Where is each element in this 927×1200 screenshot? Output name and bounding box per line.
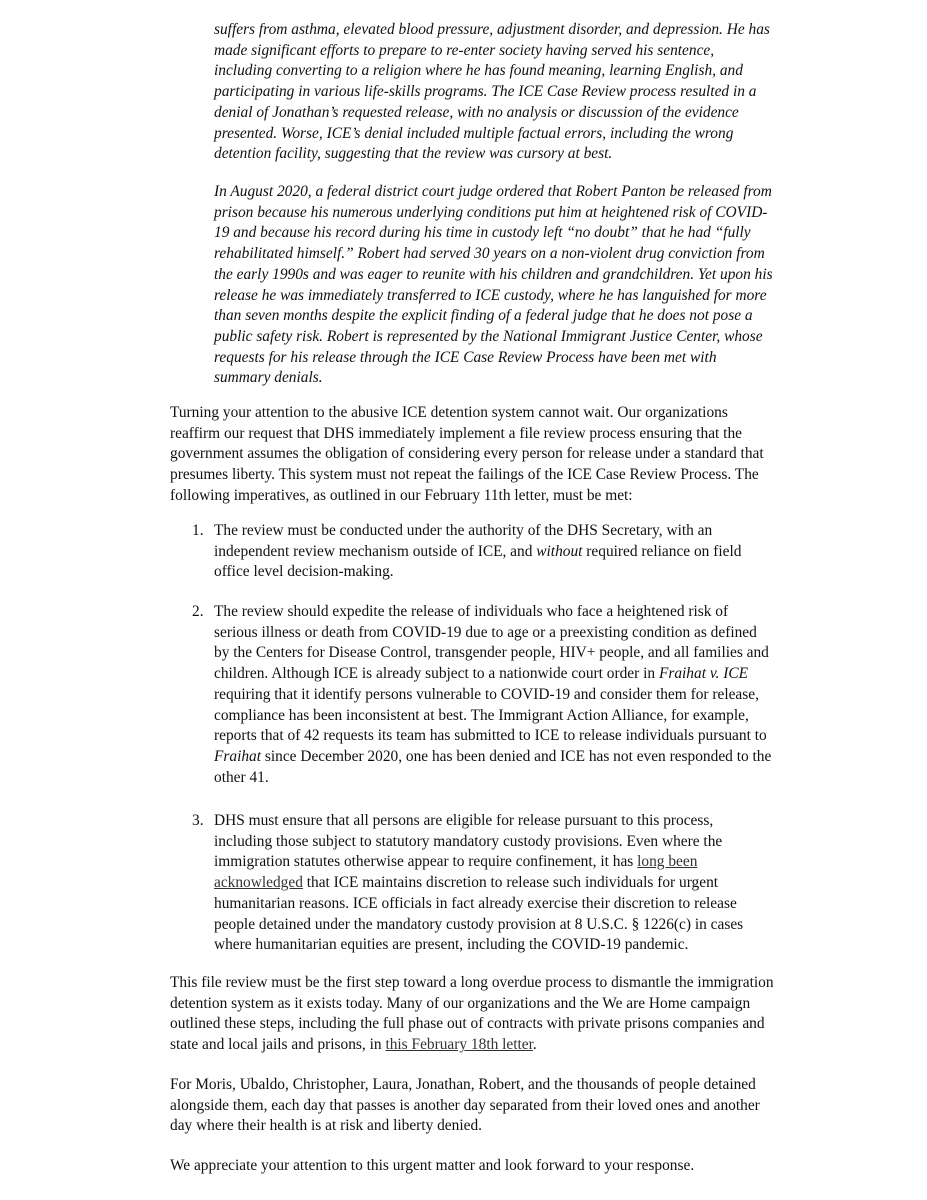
paragraph-names: For Moris, Ubaldo, Christopher, Laura, Jonathan, Robert, and the thousands of people detained alongside them, each day that passes is another day separated from their loved ones and another day where their health is at risk and liberty denied. (170, 1076, 760, 1135)
block-quote-robert: In August 2020, a federal district court judge ordered that Robert Panton be released from prison because his numerous underlying conditions put him at heightened risk of COVID-19 and because his record during his time in custody left “no doubt” that he had “fully rehabilitated himself.” Robert had served 30 years on a non-violent drug conviction from the early 1990s and was eager to reunite with his children and grandchildren. Yet upon his release he was immediately transferred to ICE custody, where he has languished for more than seven months despite the explicit finding of a federal judge that he does not pose a public safety risk. Robert is represented by the National Immigrant Justice Center, whose requests for his release through the ICE Case Review Process have been met with summary denials. (214, 183, 773, 387)
list-number: 3. (192, 812, 204, 829)
long-been-acknowledged-link[interactable]: long been acknowledged (214, 853, 698, 892)
paragraph-file-review: This file review must be the first step toward a long overdue process to dismantle the immigration detention system as it exists today. Many of our organizations and the We are Home campaign outlined these steps, including the full phase out of contracts with private prisons companies and state and local jails and prisons, in this February 18th letter. (170, 974, 774, 1054)
block-quote-jonathan: suffers from asthma, elevated blood pressure, adjustment disorder, and depression. He has made significant efforts to prepare to re-enter society having served his sentence, including converting to a religion where he has found meaning, learning English, and participating in various life-skills programs. The ICE Case Review process resulted in a denial of Jonathan’s requested release, with no analysis or discussion of the evidence presented. Worse, ICE’s denial included multiple factual errors, including the wrong detention facility, suggesting that the review was cursory at best. (214, 21, 770, 163)
paragraph-turning-attention: Turning your attention to the abusive ICE detention system cannot wait. Our organizations reaffirm our request that DHS immediately implement a file review process ensuring that the government assumes the obligation of considering every person for release under a standard that presumes liberty. This system must not repeat the failings of the ICE Case Review Process. The following imperatives, as outlined in our February 11th letter, must be met: (170, 404, 764, 504)
list-text: The review should expedite the release of individuals who face a heightened risk of serious illness or death from COVID-19 due to age or a preexisting condition as defined by the Centers for Disease Control, transgender people, HIV+ people, and all families and children. Although ICE is already subject to a nationwide court order in Fraihat v. ICE requiring that it identify persons vulnerable to COVID-19 and consider them for release, compliance has been inconsistent at best. The Immigrant Action Alliance, for example, reports that of 42 requests its team has submitted to ICE to release individuals pursuant to Fraihat since December 2020, one has been denied and ICE has not even responded to the other 41. (214, 603, 772, 786)
paragraph-closing: We appreciate your attention to this urgent matter and look forward to your response. (170, 1157, 695, 1174)
february-18th-letter-link[interactable]: this February 18th letter (385, 1036, 533, 1054)
list-number: 1. (192, 522, 204, 539)
list-text: The review must be conducted under the authority of the DHS Secretary, with an independent review mechanism outside of ICE, and without required reliance on field office level decision-making. (214, 522, 742, 581)
list-text: DHS must ensure that all persons are eligible for release pursuant to this process, including those subject to statutory mandatory custody provisions. Even where the immigration statutes otherwise appear to require confinement, it has long been acknowledged that ICE maintains discretion to release such individuals for urgent humanitarian reasons. ICE officials in fact already exercise their discretion to release people detained under the mandatory custody provision at 8 U.S.C. § 1226(c) in cases where humanitarian equities are present, including the COVID-19 pandemic. (214, 812, 744, 954)
list-number: 2. (192, 603, 204, 620)
